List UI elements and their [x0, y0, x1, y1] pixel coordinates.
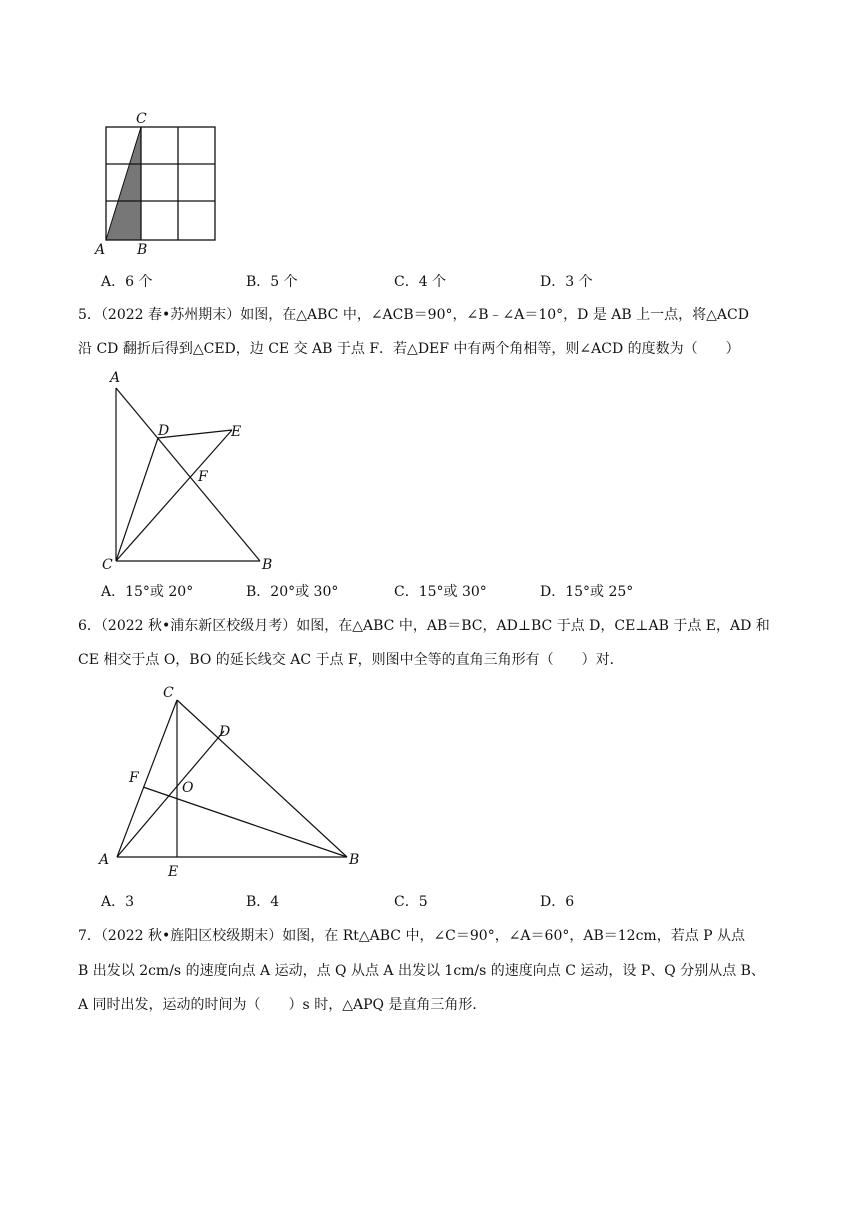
q5-label-b: B: [262, 557, 273, 573]
q4-label-b: B: [137, 242, 148, 258]
q6-option-c[interactable]: C．5: [394, 894, 428, 910]
q6-text-line-1: 6．（2022 秋•浦东新区校级月考）如图，在△ABC 中，AB＝BC，AD⊥BC 于点 D，CE⊥AB 于点 E，AD 和: [78, 618, 770, 634]
q4-grid-figure: [90, 108, 230, 258]
q6-option-a[interactable]: A．3: [101, 894, 135, 910]
q6-label-a: A: [99, 852, 110, 868]
q4-option-c[interactable]: C．4 个: [394, 274, 447, 290]
q4-label-c: C: [136, 111, 147, 127]
q6-text-line-2: CE 相交于点 O，BO 的延长线交 AC 于点 F，则图中全等的直角三角形有（ ）对．: [78, 652, 624, 668]
q5-label-e: E: [231, 424, 242, 440]
q6-label-d: D: [219, 724, 231, 740]
q7-text-line-1: 7．（2022 秋•旌阳区校级期末）如图，在 Rt△ABC 中，∠C＝90°，∠A＝60°，AB＝12cm，若点 P 从点: [78, 928, 746, 944]
q6-label-o: O: [182, 780, 194, 796]
q6-label-b: B: [349, 852, 360, 868]
q6-label-c: C: [163, 685, 174, 701]
q5-option-d[interactable]: D．15°或 25°: [540, 584, 634, 600]
q7-text-line-3: A 同时出发，运动的时间为（ ）s 时，△APQ 是直角三角形．: [78, 997, 487, 1013]
q5-label-f: F: [198, 469, 208, 485]
q6-option-b[interactable]: B．4: [246, 894, 280, 910]
q4-option-b[interactable]: B．5 个: [246, 274, 298, 290]
q5-option-a[interactable]: A．15°或 20°: [101, 584, 194, 600]
q5-text-line-2: 沿 CD 翻折后得到△CED，边 CE 交 AB 于点 F．若△DEF 中有两个角相等，则∠ACD 的度数为（ ）: [78, 341, 740, 357]
q5-label-d: D: [158, 423, 170, 439]
q5-label-c: C: [102, 557, 113, 573]
q5-text-line-1: 5．（2022 春•苏州期末）如图，在△ABC 中，∠ACB＝90°，∠B﹣∠A＝10°，D 是 AB 上一点，将△ACD: [78, 307, 749, 323]
q5-label-a: A: [110, 370, 121, 386]
q6-triangle-figure: [95, 680, 375, 880]
q5-triangle-figure: [100, 368, 290, 573]
q6-label-f: F: [129, 770, 139, 786]
q4-option-a[interactable]: A．6 个: [101, 274, 153, 290]
q5-option-c[interactable]: C．15°或 30°: [394, 584, 487, 600]
q4-label-a: A: [95, 242, 106, 258]
q6-label-e: E: [168, 864, 179, 880]
q4-shaded-triangle: [106, 127, 141, 240]
q7-text-line-2: B 出发以 2cm/s 的速度向点 A 运动，点 Q 从点 A 出发以 1cm/s 的速度向点 C 运动，设 P、Q 分别从点 B、: [78, 963, 765, 979]
q5-option-b[interactable]: B．20°或 30°: [246, 584, 339, 600]
q6-option-d[interactable]: D．6: [540, 894, 575, 910]
q4-option-d[interactable]: D．3 个: [540, 274, 593, 290]
